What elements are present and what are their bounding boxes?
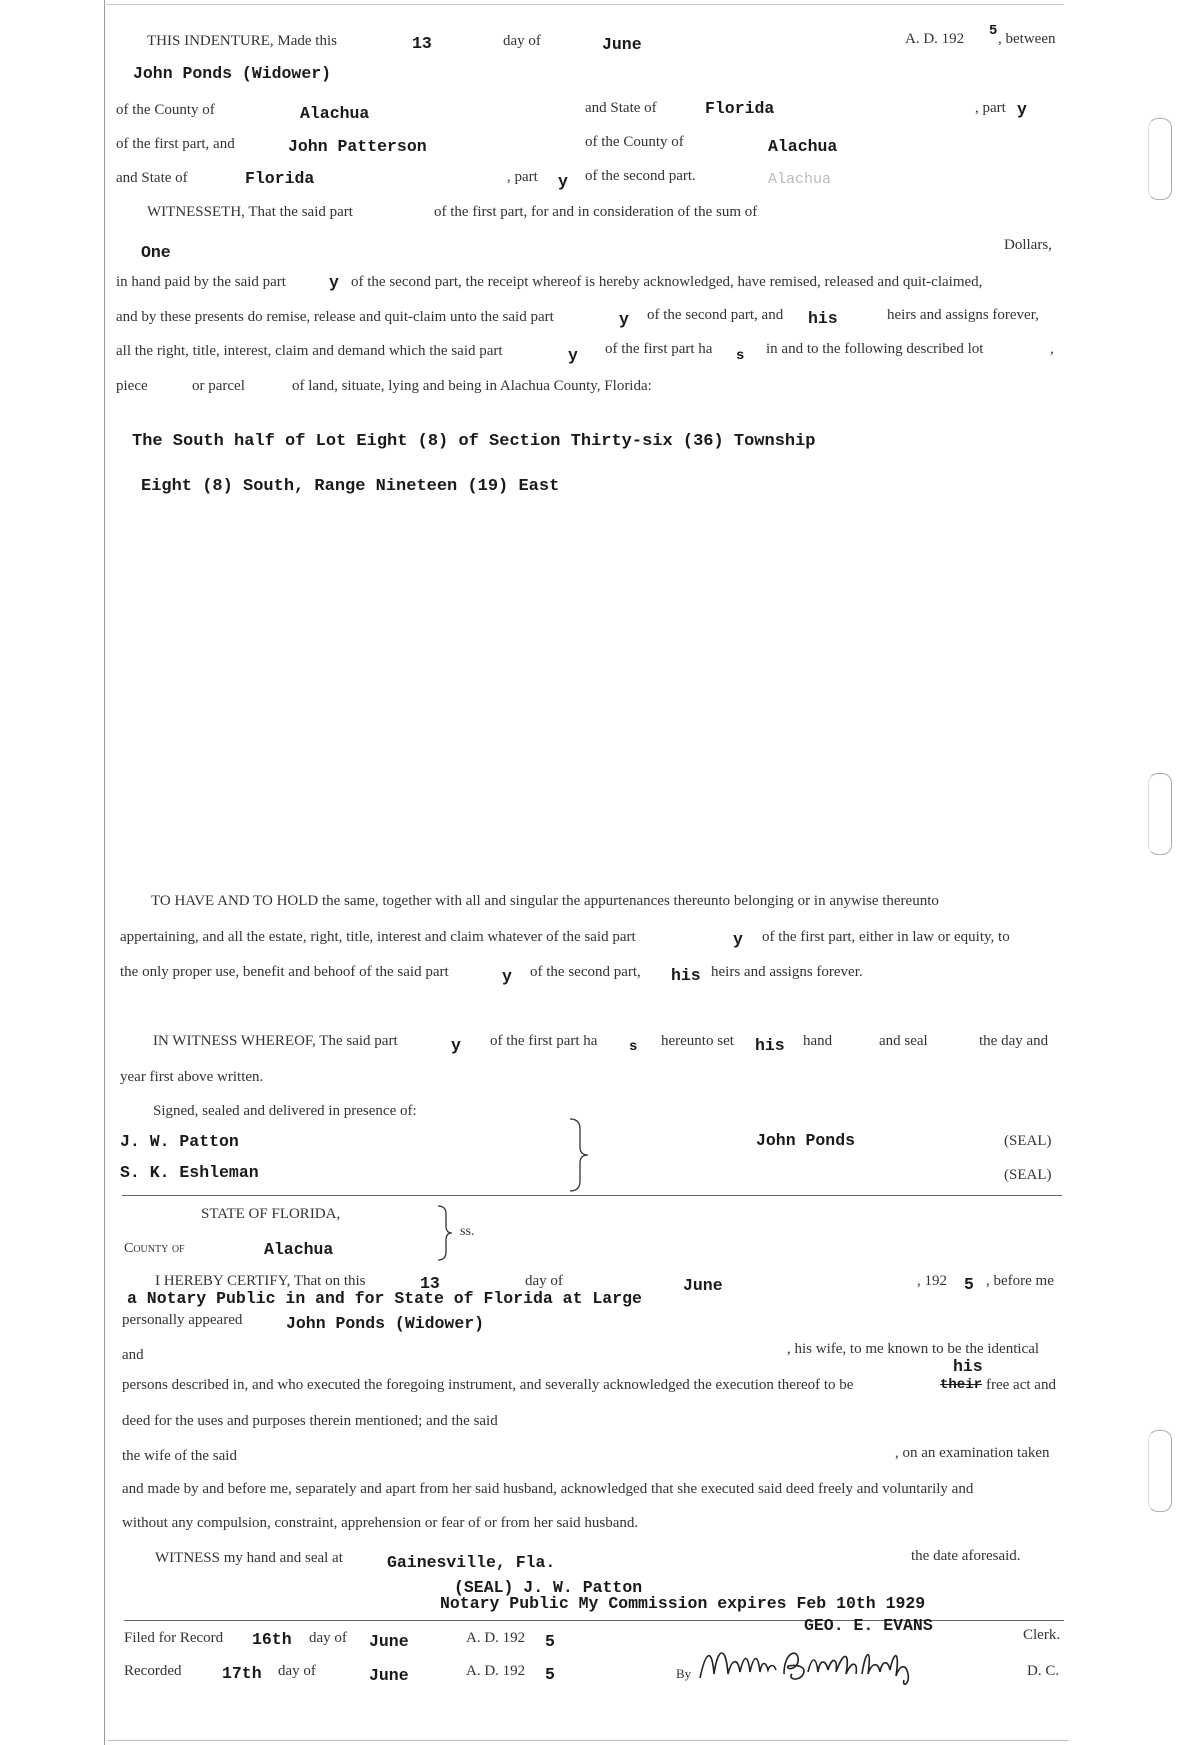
grant-line-2-y: y — [619, 310, 629, 329]
grantor-signature: John Ponds — [756, 1131, 856, 1150]
day-of-label: day of — [503, 33, 541, 49]
made-by-label: and made by and before me, separately and apart from her said husband, acknowledged that she executed said deed freely and voluntarily and — [122, 1481, 974, 1497]
ack-day-of: day of — [525, 1273, 563, 1289]
ss-label: ss. — [460, 1224, 475, 1239]
grantee-state: Florida — [245, 169, 315, 188]
witness-line-1f: the day and — [979, 1033, 1049, 1049]
county-label-2: of the County of — [585, 134, 684, 150]
party-label-2: , part — [507, 169, 538, 185]
county-of-label: County of — [124, 1241, 185, 1256]
on-examination-label: , on an examination taken — [895, 1445, 1050, 1461]
binder-hole-middle — [1148, 773, 1172, 855]
struck-their: their — [940, 1377, 983, 1393]
indenture-year-digit: 5 — [989, 23, 998, 39]
date-aforesaid-label: the date aforesaid. — [911, 1548, 1021, 1564]
page-edge-bottom — [108, 1740, 1068, 1741]
recorded-ad: A. D. 192 — [466, 1663, 526, 1679]
grant-line-3-comma: , — [1050, 341, 1054, 357]
filed-year: 5 — [545, 1632, 555, 1651]
party-suffix: y — [1017, 100, 1027, 119]
ss-brace — [436, 1204, 460, 1262]
ack-year-prefix: , 192 — [917, 1273, 947, 1289]
clerk-label: Clerk. — [1023, 1627, 1061, 1643]
seal-label-1: (SEAL) — [1004, 1133, 1052, 1149]
consideration-label: of the first part, for and in consideration of the sum of — [434, 204, 758, 220]
ack-place: Gainesville, Fla. — [387, 1553, 556, 1572]
witness-brace — [566, 1117, 596, 1193]
indenture-month: June — [602, 35, 642, 54]
recorded-day: 17th — [222, 1664, 262, 1683]
grant-line-4c: of land, situate, lying and being in Alachua County, Florida: — [292, 378, 652, 394]
habendum-line-3b: of the second part, — [530, 964, 641, 980]
before-me-label: , before me — [986, 1273, 1054, 1289]
witness-line-2: year first above written. — [120, 1069, 264, 1085]
certify-label: I HEREBY CERTIFY, That on this — [155, 1273, 366, 1289]
seal-label-2: (SEAL) — [1004, 1167, 1052, 1183]
acknowledgment-divider — [122, 1195, 1062, 1196]
grant-line-4b: or parcel — [192, 378, 245, 394]
witness-line-1-y: y — [451, 1036, 461, 1055]
legal-description-line-2: Eight (8) South, Range Nineteen (19) East — [141, 477, 560, 496]
legal-description-line-1: The South half of Lot Eight (8) of Section Thirty-six (36) Township — [132, 432, 816, 451]
habendum-line-2a: appertaining, and all the estate, right, title, interest and claim whatever of the said part — [120, 929, 636, 945]
dc-label: D. C. — [1027, 1663, 1060, 1679]
grantor-name: John Ponds (Widower) — [133, 64, 332, 83]
second-part-label: of the second part. — [585, 168, 696, 184]
consideration-amount: One — [141, 243, 171, 262]
clerk-name: GEO. E. EVANS — [804, 1616, 933, 1635]
witness-name-2: S. K. Eshleman — [120, 1163, 259, 1182]
party-suffix-2: y — [558, 172, 568, 191]
without-compulsion-label: without any compulsion, constraint, apprehension or fear of or from her said husband. — [122, 1515, 639, 1531]
recorded-day-of: day of — [278, 1663, 316, 1679]
witness-line-1e: and seal — [879, 1033, 928, 1049]
notary-signature: (SEAL) J. W. Patton — [454, 1578, 643, 1597]
binder-hole-bottom — [1148, 1430, 1172, 1512]
grant-line-3-y: y — [568, 346, 578, 365]
recorded-month: June — [369, 1666, 409, 1685]
deed-for-label: deed for the uses and purposes therein mentioned; and the said — [122, 1413, 498, 1429]
filed-for-record-label: Filed for Record — [124, 1630, 224, 1646]
wife-of-label: the wife of the said — [122, 1448, 237, 1464]
grant-line-2-his: his — [808, 309, 838, 328]
ack-day: 13 — [420, 1274, 440, 1293]
by-label: By — [676, 1666, 692, 1681]
grant-line-3c: in and to the following described lot — [766, 341, 984, 357]
grant-line-1a: in hand paid by the said part — [116, 274, 286, 290]
witness-line-1c: hereunto set — [661, 1033, 734, 1049]
grant-line-3b: of the first part ha — [605, 341, 713, 357]
witness-line-1d: hand — [803, 1033, 833, 1049]
free-act-label: free act and — [986, 1377, 1056, 1393]
grant-line-4a: piece — [116, 378, 148, 394]
grant-line-2a: and by these presents do remise, release and quit-claim unto the said part — [116, 309, 554, 325]
ack-month: June — [683, 1276, 723, 1295]
grant-line-1b: of the second part, the receipt whereof is hereby acknowledged, have remised, released and quit-claimed, — [351, 274, 983, 290]
witnesseth-label: WITNESSETH, That the said part — [147, 204, 353, 220]
grantee-county: Alachua — [768, 137, 838, 156]
habendum-line-3-y: y — [502, 967, 512, 986]
state-label: and State of — [585, 100, 657, 116]
filed-day-of: day of — [309, 1630, 347, 1646]
dollars-label: Dollars, — [1004, 237, 1052, 253]
habendum-line-3c: heirs and assigns forever. — [711, 964, 863, 980]
first-part-label: of the first part, and — [116, 136, 235, 152]
filed-month: June — [369, 1632, 409, 1651]
signed-sealed-label: Signed, sealed and delivered in presence of: — [153, 1103, 417, 1119]
grantee-name: John Patterson — [288, 137, 427, 156]
state-of-florida-label: STATE OF FLORIDA, — [201, 1206, 341, 1222]
ack-year-digit: 5 — [964, 1275, 974, 1294]
page-edge-left — [104, 0, 105, 1745]
ack-county: Alachua — [264, 1240, 334, 1259]
witness-line-1-s: s — [629, 1039, 638, 1055]
state-label-2: and State of — [116, 170, 188, 186]
grant-line-2b: of the second part, and — [647, 307, 784, 323]
deputy-clerk-signature — [696, 1640, 936, 1690]
witness-hand-label: WITNESS my hand and seal at — [155, 1550, 343, 1566]
faint-county: Alachua — [768, 171, 832, 188]
recorded-label: Recorded — [124, 1663, 182, 1679]
grant-line-1-y: y — [329, 273, 339, 292]
notary-commission: Notary Public My Commission expires Feb 10th 1929 — [440, 1594, 926, 1613]
habendum-line-1: TO HAVE AND TO HOLD the same, together with all and singular the appurtenances thereunto belonging or in anywise thereunto — [151, 893, 939, 909]
recorded-year: 5 — [545, 1665, 555, 1684]
habendum-line-3a: the only proper use, benefit and behoof of the said part — [120, 964, 449, 980]
habendum-line-3-his: his — [671, 966, 701, 985]
grant-line-3a: all the right, title, interest, claim and demand which the said part — [116, 343, 503, 359]
personally-appeared-label: personally appeared — [122, 1312, 243, 1328]
grantor-state: Florida — [705, 99, 775, 118]
and-label: and — [122, 1347, 144, 1363]
indenture-label: THIS INDENTURE, Made this — [147, 33, 337, 49]
his-wife-label: , his wife, to me known to be the identical — [787, 1341, 1040, 1357]
page-edge-top — [104, 4, 1064, 5]
grantor-county: Alachua — [300, 104, 370, 123]
party-label: , part — [975, 100, 1006, 116]
binder-hole-top — [1148, 118, 1172, 200]
between-label: , between — [998, 31, 1056, 47]
witness-line-1b: of the first part ha — [490, 1033, 598, 1049]
witness-name-1: J. W. Patton — [120, 1132, 239, 1151]
witness-line-1-his: his — [755, 1036, 785, 1055]
ad-label: A. D. 192 — [905, 31, 965, 47]
persons-described-label: persons described in, and who executed the foregoing instrument, and severally acknowledged the execution thereof to be — [122, 1377, 854, 1393]
indenture-day: 13 — [412, 34, 432, 53]
witness-line-1a: IN WITNESS WHEREOF, The said part — [153, 1033, 398, 1049]
filed-ad: A. D. 192 — [466, 1630, 526, 1646]
notary-public-line: a Notary Public in and for State of Florida at Large — [127, 1289, 642, 1308]
grant-line-3-s: s — [736, 348, 745, 364]
his-insert: his — [953, 1357, 983, 1376]
ack-person: John Ponds (Widower) — [286, 1314, 485, 1333]
habendum-line-2-y: y — [733, 930, 743, 949]
habendum-line-2b: of the first part, either in law or equity, to — [762, 929, 1010, 945]
grant-line-2c: heirs and assigns forever, — [887, 307, 1039, 323]
filed-day: 16th — [252, 1630, 292, 1649]
county-label: of the County of — [116, 102, 215, 118]
